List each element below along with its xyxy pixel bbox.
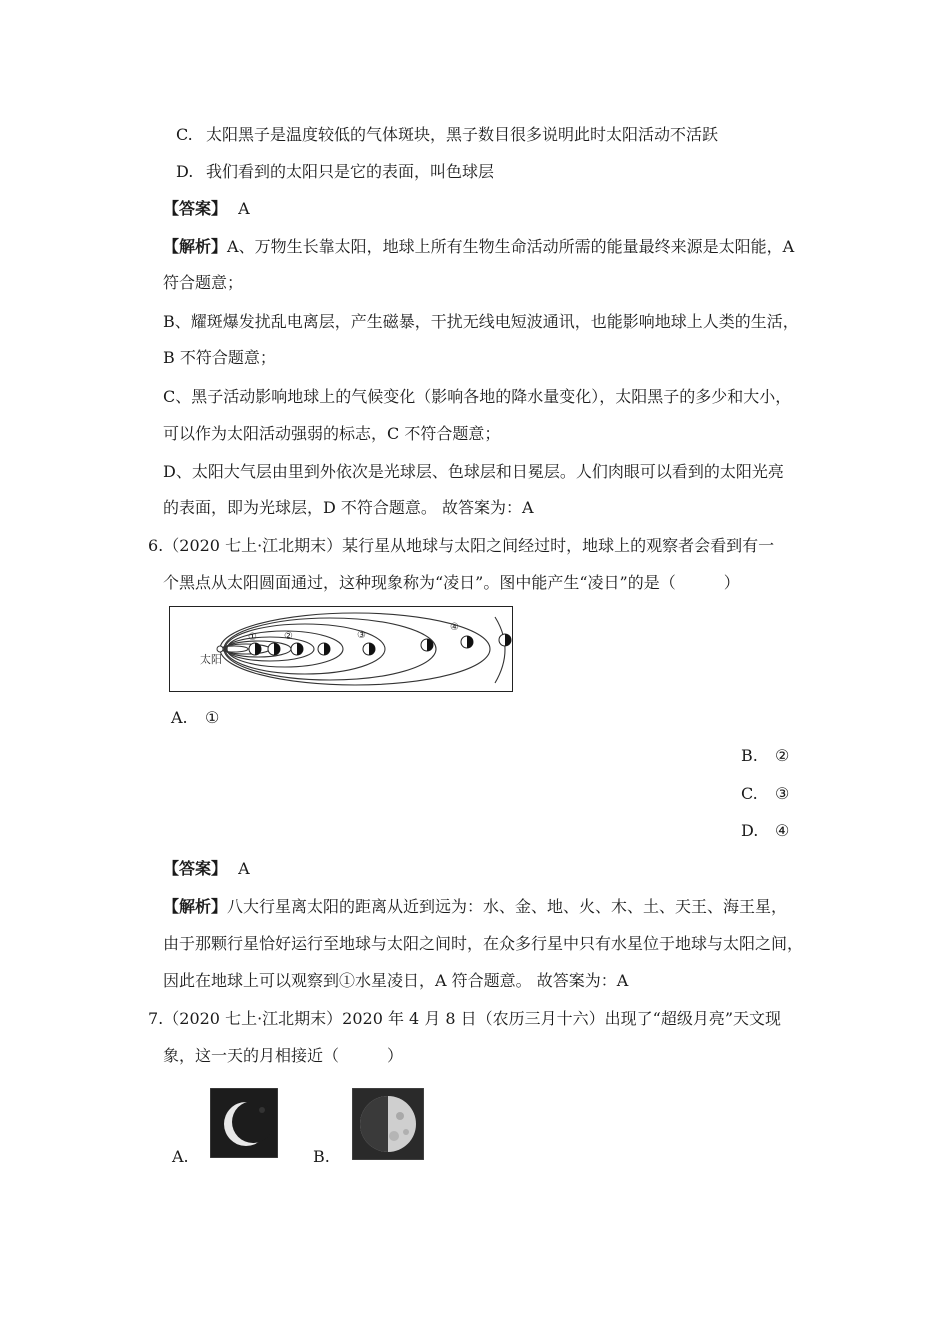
q6-option-b[interactable]	[741, 745, 789, 767]
prev-analysis-line-1: 符合题意；	[163, 273, 244, 292]
analysis-tag: 【解析】	[163, 237, 228, 256]
q6-analysis-line-0	[163, 896, 787, 918]
analysis-text: A、万物生长靠太阳，地球上所有生物生命活动所需的能量最终来源是太阳能，A	[227, 237, 795, 256]
question-number: 7.	[148, 1009, 164, 1028]
answer-value: A	[238, 859, 250, 878]
option-label: B.	[313, 1147, 330, 1166]
q6-stem-line-2: 个黑点从太阳圆面通过，这种现象称为“凌日”。图中能产生“凌日”的是（ ）	[163, 573, 740, 592]
gibbous-moon-image[interactable]	[352, 1088, 424, 1160]
option-text: ①	[205, 708, 220, 727]
sun-label: 太阳	[200, 653, 222, 666]
analysis-tag: 【解析】	[163, 897, 228, 916]
q7-option-a[interactable]	[172, 1146, 189, 1168]
q6-analysis-line-1: 由于那颗行星恰好运行至地球与太阳之间时，在众多行星中只有水星位于地球与太阳之间，	[163, 934, 804, 953]
q6-answer	[163, 858, 250, 880]
q7-stem-line-2: 象，这一天的月相接近（ ）	[163, 1046, 404, 1065]
option-label: A.	[171, 708, 188, 727]
option-label: D.	[741, 821, 759, 840]
prev-analysis-line-3: B 不符合题意；	[163, 348, 276, 367]
answer-tag: 【答案】	[163, 859, 228, 878]
prev-analysis-line-5: 可以作为太阳活动强弱的标志，C 不符合题意；	[163, 424, 501, 443]
prev-analysis-line-7: 的表面，即为光球层，D 不符合题意。 故答案为：A	[163, 498, 534, 517]
option-text: ②	[775, 746, 790, 765]
q6-option-d[interactable]	[741, 820, 789, 842]
question-number: 6.	[148, 536, 164, 555]
option-text: ③	[775, 784, 790, 803]
marker-4: ④	[450, 622, 459, 633]
prev-analysis-line-4: C、黑子活动影响地球上的气候变化（影响各地的降水量变化），太阳黑子的多少和大小，	[163, 387, 792, 406]
q6-option-c[interactable]	[741, 783, 789, 805]
prev-option-c	[176, 124, 718, 146]
option-label: C.	[176, 125, 193, 144]
marker-2: ②	[284, 631, 293, 642]
answer-value: A	[238, 199, 250, 218]
q7-option-b[interactable]	[313, 1146, 330, 1168]
option-label: A.	[172, 1147, 189, 1166]
option-text: 我们看到的太阳只是它的表面，叫色球层	[206, 162, 495, 181]
prev-answer	[163, 198, 250, 220]
analysis-text: 八大行星离太阳的距离从近到远为：水、金、地、火、木、土、天王、海王星，	[227, 897, 788, 916]
orbit-diagram	[170, 607, 513, 692]
crescent-moon-image[interactable]	[210, 1088, 278, 1158]
option-label: C.	[741, 784, 758, 803]
option-text: 太阳黑子是温度较低的气体斑块，黑子数目很多说明此时太阳活动不活跃	[206, 125, 719, 144]
q6-option-a[interactable]	[171, 707, 219, 729]
marker-1: ①	[248, 632, 257, 643]
prev-option-d	[176, 161, 494, 183]
question-stem: （2020 七上·江北期末）2020 年 4 月 8 日（农历三月十六）出现了“超级月亮”天文现	[163, 1009, 782, 1028]
prev-analysis-line-6: D、太阳大气层由里到外依次是光球层、色球层和日冕层。人们肉眼可以看到的太阳光亮	[163, 462, 784, 481]
marker-3: ③	[357, 630, 366, 641]
planet-orbit-figure	[169, 606, 513, 692]
option-label: D.	[176, 162, 194, 181]
q6-analysis-line-2: 因此在地球上可以观察到①水星凌日，A 符合题意。 故答案为：A	[163, 971, 629, 990]
option-label: B.	[741, 746, 758, 765]
answer-tag: 【答案】	[163, 199, 228, 218]
question-stem: （2020 七上·江北期末）某行星从地球与太阳之间经过时，地球上的观察者会看到有一	[163, 536, 775, 555]
prev-analysis-line-0	[163, 236, 794, 258]
option-text: ④	[775, 821, 790, 840]
q7-stem-line-1	[148, 1008, 781, 1030]
prev-analysis-line-2: B、耀斑爆发扰乱电离层，产生磁暴，干扰无线电短波通讯，也能影响地球上人类的生活，	[163, 312, 799, 331]
sun-icon	[217, 646, 223, 652]
q6-stem-line-1	[148, 535, 774, 557]
